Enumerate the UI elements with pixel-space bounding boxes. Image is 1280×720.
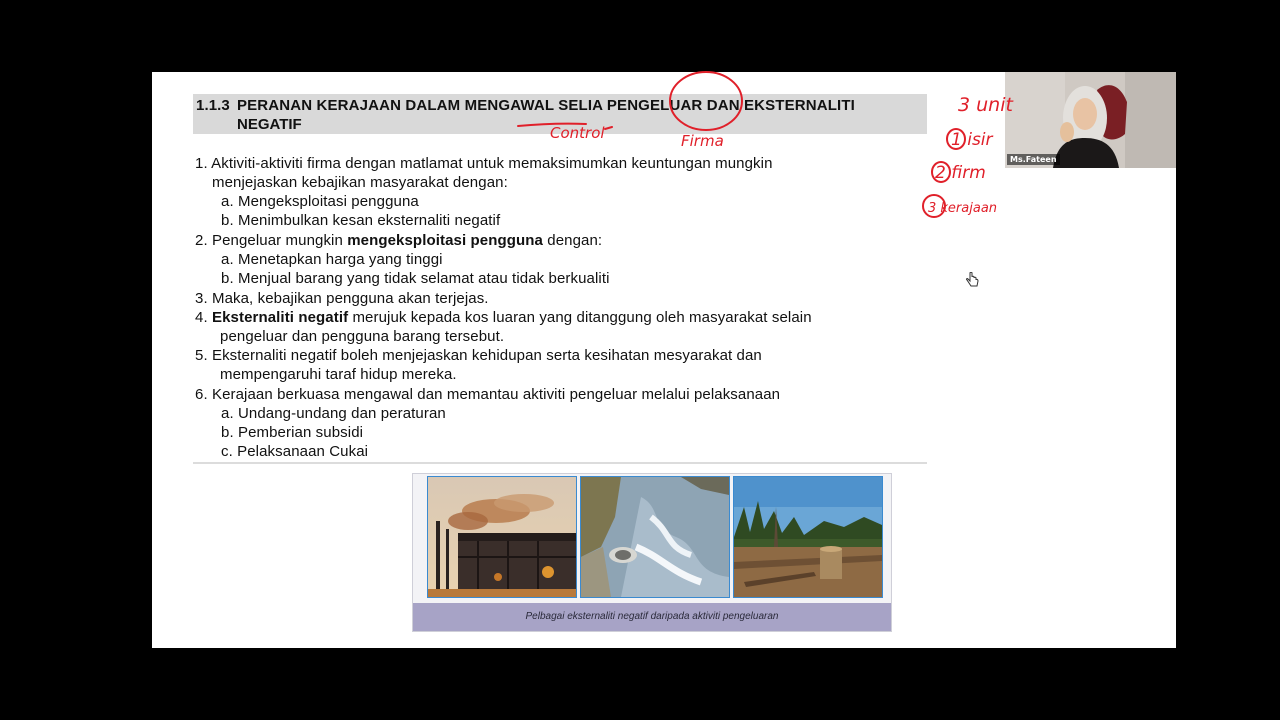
annotation-side-title: 3 unit	[958, 94, 1013, 116]
annotation-control: Control	[550, 124, 605, 142]
list-item: 6. Kerajaan berkuasa mengawal dan memantau aktiviti pengeluar melalui pelaksanaan	[195, 386, 781, 403]
deforestation-photo	[733, 476, 883, 598]
externality-image-panel	[412, 473, 892, 632]
list-item: a. Undang-undang dan peraturan	[221, 405, 446, 422]
list-item: 4. Eksternaliti negatif merujuk kepada kos luaran yang ditanggung oleh masyarakat selain	[195, 309, 812, 326]
annotation-side-item: 1 isir	[951, 130, 993, 150]
list-item: menjejaskan kebajikan masyarakat dengan:	[212, 174, 508, 191]
list-item: 3. Maka, kebajikan pengguna akan terjejas.	[195, 290, 489, 307]
image-caption-bar	[413, 603, 891, 631]
list-item: 5. Eksternaliti negatif boleh menjejaskan kehidupan serta kesihatan mesyarakat dan	[195, 347, 762, 364]
participant-name: Ms.Fateen	[1007, 154, 1060, 165]
list-item: 2. Pengeluar mungkin mengeksploitasi pengguna dengan:	[195, 232, 603, 249]
factory-smoke-photo	[427, 476, 577, 598]
hand-cursor-icon	[966, 272, 980, 288]
list-item: c. Pelaksanaan Cukai	[221, 443, 369, 460]
heading-title-line2: NEGATIF	[237, 116, 302, 133]
list-item: b. Pemberian subsidi	[221, 424, 364, 441]
annotation-side-item: 2 firm	[935, 163, 986, 183]
list-item: b. Menimbulkan kesan eksternaliti negatif	[221, 212, 501, 229]
annotation-side-item: 3 kerajaan	[928, 201, 998, 216]
image-caption: Pelbagai eksternaliti negatif daripada aktiviti pengeluaran	[525, 611, 779, 622]
list-item: pengeluar dan pengguna barang tersebut.	[220, 328, 505, 345]
slide-heading	[193, 94, 927, 134]
list-item: 1. Aktiviti-aktiviti firma dengan matlamat untuk memaksimumkan keuntungan mungkin	[195, 155, 773, 172]
heading-title-line1: PERANAN KERAJAAN DALAM MENGAWAL SELIA PENGELUAR DAN EKSTERNALITI	[237, 97, 855, 114]
list-item: a. Mengeksploitasi pengguna	[221, 193, 419, 210]
heading-number: 1.1.3	[196, 97, 230, 114]
polluted-river-photo	[580, 476, 730, 598]
divider	[193, 462, 927, 464]
list-item: a. Menetapkan harga yang tinggi	[221, 251, 443, 268]
participant-video-tile[interactable]	[1005, 72, 1176, 168]
annotation-firma: Firma	[681, 132, 724, 150]
list-item: mempengaruhi taraf hidup mereka.	[220, 366, 457, 383]
list-item: b. Menjual barang yang tidak selamat atau tidak berkualiti	[221, 270, 610, 287]
